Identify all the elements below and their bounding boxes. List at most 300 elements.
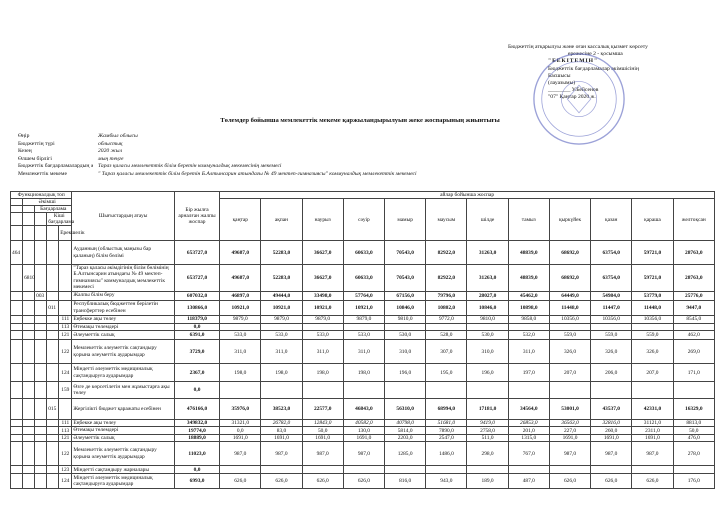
month-value: [385, 323, 426, 330]
code-cell: [11, 323, 23, 330]
document-info: [18, 133, 417, 179]
code-cell: [23, 331, 35, 340]
month-value: [343, 323, 384, 330]
month-value: 533,0: [220, 331, 261, 340]
code-cell: [59, 300, 72, 315]
code-cell: [11, 420, 23, 427]
month-value: 307,0: [426, 340, 467, 364]
month-value: 26782,0: [261, 420, 302, 427]
month-value: 33498,0: [302, 291, 343, 300]
code-cell: [23, 323, 35, 330]
month-value: 49444,0: [261, 291, 302, 300]
code-cell: [47, 265, 59, 292]
month-value: 9879,0: [302, 315, 343, 323]
month-value: [220, 466, 261, 474]
month-value: 189,0: [467, 474, 508, 489]
month-value: 311,0: [261, 340, 302, 364]
month-value: 46843,0: [343, 399, 384, 420]
month-value: 50,0: [673, 427, 714, 434]
month-value: 987,0: [549, 442, 590, 466]
month-value: [549, 323, 590, 330]
row-total: 0,0: [174, 466, 219, 474]
month-value: 17181,0: [467, 399, 508, 420]
table-row: [11, 399, 715, 420]
month-value: 7890,0: [426, 427, 467, 434]
row-total: 18889,0: [174, 434, 219, 441]
month-value: 987,0: [261, 442, 302, 466]
table-row: [11, 291, 715, 300]
month-value: 311,0: [508, 340, 549, 364]
code-cell: [47, 323, 59, 330]
row-total: 118379,0: [174, 315, 219, 323]
row-name: Міндетті әлеуметтік медициналық сақтандыруға аударымдар: [72, 474, 175, 489]
table-row: [11, 300, 715, 315]
month-value: 28027,0: [467, 291, 508, 300]
month-value: 35976,0: [220, 399, 261, 420]
month-value: 626,0: [261, 474, 302, 489]
row-name: Міндетті әлеуметтік медициналық сақтандыруға аударымдар: [72, 364, 175, 382]
row-total: 2367,0: [174, 364, 219, 382]
month-value: 70543,0: [385, 265, 426, 292]
month-value: 311,0: [302, 340, 343, 364]
code-cell: [11, 340, 23, 364]
code-cell: [35, 434, 47, 441]
row-total: 0,0: [174, 323, 219, 330]
month-value: 56310,0: [385, 399, 426, 420]
header-func-group: Функционалдық топ: [11, 192, 72, 199]
month-value: 2758,0: [467, 427, 508, 434]
month-value: 10921,0: [302, 300, 343, 315]
month-value: 9879,0: [220, 315, 261, 323]
table-row: [11, 340, 715, 364]
month-value: 260,0: [591, 427, 632, 434]
month-value: 626,0: [632, 474, 673, 489]
month-value: [508, 466, 549, 474]
code-cell: 6810: [23, 265, 35, 292]
month-value: 207,0: [632, 364, 673, 382]
row-name: Жергілікті бюджет қаражаты есебінен: [72, 399, 175, 420]
month-value: 207,0: [549, 364, 590, 382]
table-row: [11, 427, 715, 434]
code-cell: 464: [11, 241, 23, 265]
info-value: Тараз қаласы мемлекеттік білім беретін коммуналдық мекемесінің мекемесі: [98, 163, 282, 170]
code-cell: 111: [59, 315, 72, 323]
code-cell: [11, 427, 23, 434]
month-value: [549, 382, 590, 399]
month-value: [385, 466, 426, 474]
code-cell: 121: [59, 331, 72, 340]
info-row: [18, 133, 417, 141]
table-row: [11, 420, 715, 427]
info-value: 2020 жыл: [98, 148, 123, 155]
header-spec: Ерекшелік: [59, 226, 72, 241]
info-value: Жамбыл облысы: [98, 133, 138, 139]
month-value: 626,0: [549, 474, 590, 489]
code-cell: [35, 399, 47, 420]
code-cell: [35, 442, 47, 466]
row-name: Мемлекеттік әлеуметтік сақтандыру қорына әлеуметтік аударымдар: [72, 442, 175, 466]
approval-line: Бюджеттің атқарылуы және оған кассалық қызмет көрсету: [508, 44, 648, 50]
month-value: [343, 382, 384, 399]
month-value: [632, 382, 673, 399]
month-value: 59721,0: [632, 265, 673, 292]
code-cell: [35, 323, 47, 330]
code-cell: 122: [59, 442, 72, 466]
month-value: 176,0: [673, 474, 714, 489]
month-value: 532,0: [508, 331, 549, 340]
month-value: 476,0: [673, 434, 714, 441]
info-row: [18, 171, 417, 179]
month-value: 68692,0: [549, 241, 590, 265]
code-cell: [35, 382, 47, 399]
month-value: 1486,0: [426, 442, 467, 466]
month-value: 64449,0: [549, 291, 590, 300]
document-title: Төлемдер бойынша мемлекеттік мекеме қаржыландырылуын жеке жоспарының жиынтығы: [220, 117, 500, 124]
month-value: 9810,0: [467, 315, 508, 323]
month-value: 1691,0: [220, 434, 261, 441]
table-row: [11, 265, 715, 292]
month-dec: желтоқсан: [673, 199, 714, 241]
approval-line: "07" Қаңтар 2020 ж.: [548, 94, 596, 101]
table-row: [11, 315, 715, 323]
month-value: 227,0: [549, 427, 590, 434]
month-value: 2203,0: [385, 434, 426, 441]
month-value: [673, 382, 714, 399]
info-row: [18, 141, 417, 149]
month-value: 31263,0: [467, 241, 508, 265]
approval-line: ережесіне 2 - қосымша: [568, 51, 623, 58]
month-value: 1691,0: [632, 434, 673, 441]
month-value: 1691,0: [261, 434, 302, 441]
code-cell: [23, 427, 35, 434]
table-row: [11, 323, 715, 330]
code-cell: [23, 340, 35, 364]
month-value: 298,0: [467, 442, 508, 466]
code-cell: [47, 434, 59, 441]
month-value: 198,0: [261, 364, 302, 382]
month-value: 12843,0: [302, 420, 343, 427]
row-total: 6391,0: [174, 331, 219, 340]
month-value: 36627,0: [302, 265, 343, 292]
code-cell: [47, 442, 59, 466]
code-cell: [23, 442, 35, 466]
row-total: 653727,0: [174, 241, 219, 265]
month-value: [591, 323, 632, 330]
month-value: 559,0: [549, 331, 590, 340]
month-value: 987,0: [632, 442, 673, 466]
row-name: Мемлекеттік әлеуметтік сақтандыру қорына әлеуметтік аударымдар: [72, 340, 175, 364]
table-row: [11, 434, 715, 441]
code-cell: [23, 420, 35, 427]
month-value: [632, 323, 673, 330]
month-value: 63754,0: [591, 265, 632, 292]
row-name: Міндетті сақтандыру жарналары: [72, 466, 175, 474]
row-total: 349832,0: [174, 420, 219, 427]
month-value: 10898,0: [508, 300, 549, 315]
official-seal: [530, 50, 628, 148]
code-cell: 113: [59, 427, 72, 434]
month-value: 79796,0: [426, 291, 467, 300]
code-cell: [11, 291, 23, 300]
row-name: Республикалық бюджеттен берілетін трансферттер есебінен: [72, 300, 175, 315]
code-cell: 015: [47, 399, 59, 420]
month-value: [426, 382, 467, 399]
month-value: 42331,0: [632, 399, 673, 420]
month-value: 767,0: [508, 442, 549, 466]
row-name: Ауданның (облыстық маңызы бар қаланың) білім бөлімі: [72, 241, 175, 265]
month-value: 528,0: [426, 331, 467, 340]
code-cell: [11, 300, 23, 315]
approval-line: Бюджеттік бағдарламалар әкімшісінің: [548, 65, 639, 72]
month-value: [673, 466, 714, 474]
month-value: 59721,0: [632, 241, 673, 265]
month-value: 31121,0: [632, 420, 673, 427]
month-value: 70543,0: [385, 241, 426, 265]
row-total: 0,0: [174, 382, 219, 399]
month-mar: наурыз: [302, 199, 343, 241]
month-value: [261, 382, 302, 399]
month-value: 67156,0: [385, 291, 426, 300]
month-value: [467, 466, 508, 474]
month-value: 5814,0: [385, 427, 426, 434]
month-value: 51681,0: [426, 420, 467, 427]
month-value: 533,0: [302, 331, 343, 340]
month-value: 487,0: [508, 474, 549, 489]
month-value: 57764,0: [343, 291, 384, 300]
row-name: Жалпы білім беру: [72, 291, 175, 300]
row-name: Өзге де көрсетілетін мен жұмыстарға ақы төлеу: [72, 382, 175, 399]
month-value: 201,0: [508, 427, 549, 434]
code-cell: 011: [47, 300, 59, 315]
month-value: 10921,0: [261, 300, 302, 315]
month-jun: маусым: [426, 199, 467, 241]
code-cell: 111: [59, 420, 72, 427]
month-value: 52283,0: [261, 265, 302, 292]
code-cell: [11, 382, 23, 399]
month-value: 198,0: [343, 364, 384, 382]
code-cell: [11, 364, 23, 382]
code-cell: 159: [59, 382, 72, 399]
code-cell: [47, 315, 59, 323]
month-value: 269,0: [673, 340, 714, 364]
row-name: Өтемақы төлемдері: [72, 427, 175, 434]
code-cell: 122: [59, 340, 72, 364]
code-cell: [11, 466, 23, 474]
month-value: [302, 323, 343, 330]
month-value: 9879,0: [343, 315, 384, 323]
month-value: 28763,0: [673, 265, 714, 292]
month-value: 10846,0: [467, 300, 508, 315]
month-value: [467, 323, 508, 330]
table-row: [11, 331, 715, 340]
code-cell: [23, 434, 35, 441]
month-value: 559,0: [632, 331, 673, 340]
month-value: 10846,0: [385, 300, 426, 315]
header-admin: Әкімші: [23, 199, 72, 206]
month-value: 38523,0: [261, 399, 302, 420]
month-value: 326,0: [591, 340, 632, 364]
month-value: 48839,0: [508, 241, 549, 265]
row-name: Еңбекке ақы төлеу: [72, 420, 175, 427]
month-value: 45462,0: [508, 291, 549, 300]
month-value: 8545,0: [673, 315, 714, 323]
code-cell: [59, 265, 72, 292]
code-cell: [11, 474, 23, 489]
month-value: 1691,0: [302, 434, 343, 441]
month-value: 40582,0: [343, 420, 384, 427]
month-value: 196,0: [467, 364, 508, 382]
month-value: 626,0: [343, 474, 384, 489]
code-cell: [35, 300, 47, 315]
month-value: 10921,0: [220, 300, 261, 315]
month-value: [426, 323, 467, 330]
row-total: 19774,0: [174, 427, 219, 434]
month-value: 22577,0: [302, 399, 343, 420]
month-value: 0,0: [220, 427, 261, 434]
month-value: 34564,0: [508, 399, 549, 420]
info-label: Кезең: [18, 148, 32, 155]
month-value: 49687,0: [220, 265, 261, 292]
code-cell: [23, 466, 35, 474]
month-value: 25776,0: [673, 291, 714, 300]
month-value: 9772,0: [426, 315, 467, 323]
code-cell: [23, 241, 35, 265]
month-value: 1691,0: [591, 434, 632, 441]
code-cell: [59, 241, 72, 265]
code-cell: [35, 241, 47, 265]
month-value: 278,0: [673, 442, 714, 466]
info-label: Өңір: [18, 133, 30, 139]
month-value: 63754,0: [591, 241, 632, 265]
table-row: [11, 241, 715, 265]
approval-line: (лауазымы): [548, 80, 576, 87]
code-cell: [23, 364, 35, 382]
month-value: 31263,0: [467, 265, 508, 292]
header-name: Шығыстардың атауы: [72, 192, 175, 241]
month-jan: қаңтар: [220, 199, 261, 241]
code-cell: [59, 399, 72, 420]
month-value: 11448,0: [632, 300, 673, 315]
month-value: 8813,0: [673, 420, 714, 427]
code-cell: [23, 291, 35, 300]
month-value: 206,0: [591, 364, 632, 382]
month-value: [302, 466, 343, 474]
month-value: 48839,0: [508, 265, 549, 292]
month-value: 46897,0: [220, 291, 261, 300]
approval-line: "БЕКІТЕМІН": [548, 58, 599, 65]
month-value: 198,0: [302, 364, 343, 382]
code-cell: [23, 382, 35, 399]
month-value: 1691,0: [549, 434, 590, 441]
month-value: 559,0: [591, 331, 632, 340]
month-value: 987,0: [591, 442, 632, 466]
month-value: 816,0: [385, 474, 426, 489]
info-label: Бюджеттік бағдарламалардың ә: [18, 163, 94, 170]
month-value: 9858,0: [508, 315, 549, 323]
code-cell: [35, 364, 47, 382]
header-program: Бағдарлама: [35, 206, 72, 213]
month-value: 2547,0: [426, 434, 467, 441]
code-cell: [47, 474, 59, 489]
code-cell: [23, 315, 35, 323]
month-value: [426, 466, 467, 474]
month-oct: қазан: [591, 199, 632, 241]
row-total: 607032,0: [174, 291, 219, 300]
month-value: 32816,0: [591, 420, 632, 427]
month-value: 52283,0: [261, 241, 302, 265]
code-cell: 123: [59, 466, 72, 474]
code-cell: [35, 265, 47, 292]
month-value: 10356,0: [591, 315, 632, 323]
month-value: [591, 466, 632, 474]
month-value: 326,0: [549, 340, 590, 364]
month-apr: сәуір: [343, 199, 384, 241]
month-value: 198,0: [220, 364, 261, 382]
month-value: 987,0: [220, 442, 261, 466]
month-value: 82922,0: [426, 265, 467, 292]
month-value: 533,0: [343, 331, 384, 340]
month-value: [220, 323, 261, 330]
month-value: 60633,0: [343, 265, 384, 292]
row-name: Өтемақы төлемдері: [72, 323, 175, 330]
code-cell: [47, 331, 59, 340]
approval-line: Басшысы: [548, 72, 571, 79]
month-value: 9810,0: [385, 315, 426, 323]
code-cell: 113: [59, 323, 72, 330]
code-cell: [47, 420, 59, 427]
code-cell: [11, 399, 23, 420]
table-row: [11, 466, 715, 474]
month-value: 53779,0: [632, 291, 673, 300]
month-value: 60633,0: [343, 241, 384, 265]
code-cell: 121: [59, 434, 72, 441]
month-value: 11447,0: [591, 300, 632, 315]
month-value: 197,0: [508, 364, 549, 382]
month-sep: қыркүйек: [549, 199, 590, 241]
month-value: 9879,0: [261, 315, 302, 323]
month-value: 68692,0: [549, 265, 590, 292]
month-value: 310,0: [467, 340, 508, 364]
info-label: Бюджеттің түрі: [18, 140, 55, 147]
month-value: [343, 466, 384, 474]
info-label: Өлшем бірлігі: [18, 155, 52, 162]
code-cell: [47, 382, 59, 399]
month-value: [261, 323, 302, 330]
month-value: [261, 466, 302, 474]
month-value: 462,0: [673, 331, 714, 340]
month-value: 511,0: [467, 434, 508, 441]
code-cell: [47, 241, 59, 265]
row-total: 653727,0: [174, 265, 219, 292]
code-cell: [59, 291, 72, 300]
row-total: 130866,0: [174, 300, 219, 315]
month-value: 533,0: [261, 331, 302, 340]
month-value: 196,0: [385, 364, 426, 382]
month-value: [467, 382, 508, 399]
month-value: 10356,0: [549, 315, 590, 323]
table-row: [11, 474, 715, 489]
row-total: 3729,0: [174, 340, 219, 364]
month-value: 28763,0: [673, 241, 714, 265]
code-cell: [35, 340, 47, 364]
header-class: Кіші бағдарлама: [48, 213, 75, 225]
month-value: 311,0: [343, 340, 384, 364]
month-value: 171,0: [673, 364, 714, 382]
code-cell: [23, 474, 35, 489]
month-value: 50,0: [302, 427, 343, 434]
month-may: мамыр: [385, 199, 426, 241]
code-cell: [47, 291, 59, 300]
